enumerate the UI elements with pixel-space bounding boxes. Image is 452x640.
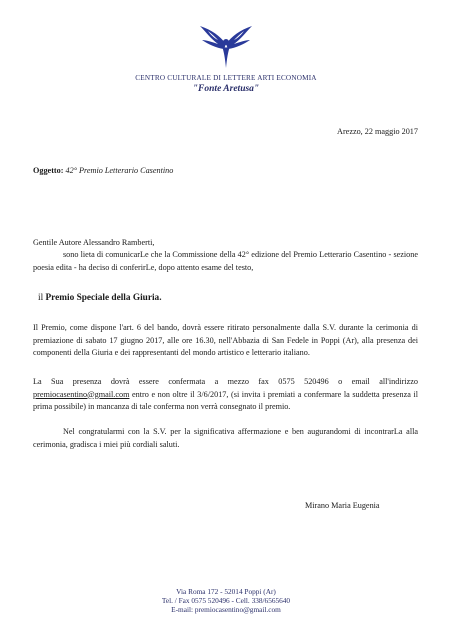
paragraph-3-after: entro e non oltre il 3/6/2017, (si invita i premiati a confermare la suddetta presenza il prima possibile) in mancanza di tale conferma non verrà consegnato il premio. [33,389,419,411]
signature: Mirano Maria Eugenia [305,501,380,510]
organization-name: CENTRO CULTURALE DI LETTERE ARTI ECONOMIA [135,74,317,82]
paragraph-2: Il Premio, come dispone l'art. 6 del bando, dovrà essere ritirato personalmente dalla S.V. durante la cerimonia di premiazione di sabato 17 giugno 2017, alle ore 16.30, nell'Abbazia di San Fedele in Poppi (Ar), alla presenza dei componenti della Giuria e dei rappresentanti del mondo artistico e letterario italiano. [33,323,418,357]
subject-line [33,166,173,175]
paragraph-1: sono lieta di comunicarLe che la Commissione della 42° edizione del Premio Letterario Casentino - sezione poesia edita - ha deciso di conferirLe, dopo attento esame del testo, [33,250,418,272]
paragraph-4: Nel congratularmi con la S.V. per la significativa affermazione e ben augurandomi di incontrarLa alla cerimonia, gradisca i miei più cordiali saluti. [33,427,418,449]
award-prefix: il [38,293,44,303]
subject-text: 42° Premio Letterario Casentino [65,166,174,175]
organization-motto: "Fonte Aretusa" [192,84,260,94]
greeting: Gentile Autore Alessandro Ramberti, [33,238,155,247]
footer-phone: Tel. / Fax 0575 520496 - Cell. 338/6565640 [161,596,291,605]
footer-email: E-mail: premiocasentino@gmail.com [171,605,281,614]
email-link[interactable]: premiocasentino@gmail.com [33,389,130,399]
paragraph-3-before: La Sua presenza dovrà essere confermata a mezzo fax 0575 520496 o email all'indirizzo [33,377,418,386]
paragraph-3 [33,376,418,414]
award-title: Premio Speciale della Giuria. [45,293,162,303]
fonte-aretusa-logo [198,22,254,70]
letter-date: Arezzo, 22 maggio 2017 [337,127,418,136]
subject-label: Oggetto: [33,166,64,175]
award-line [38,293,162,303]
footer-address: Via Roma 172 - 52014 Poppi (Ar) [176,587,276,596]
